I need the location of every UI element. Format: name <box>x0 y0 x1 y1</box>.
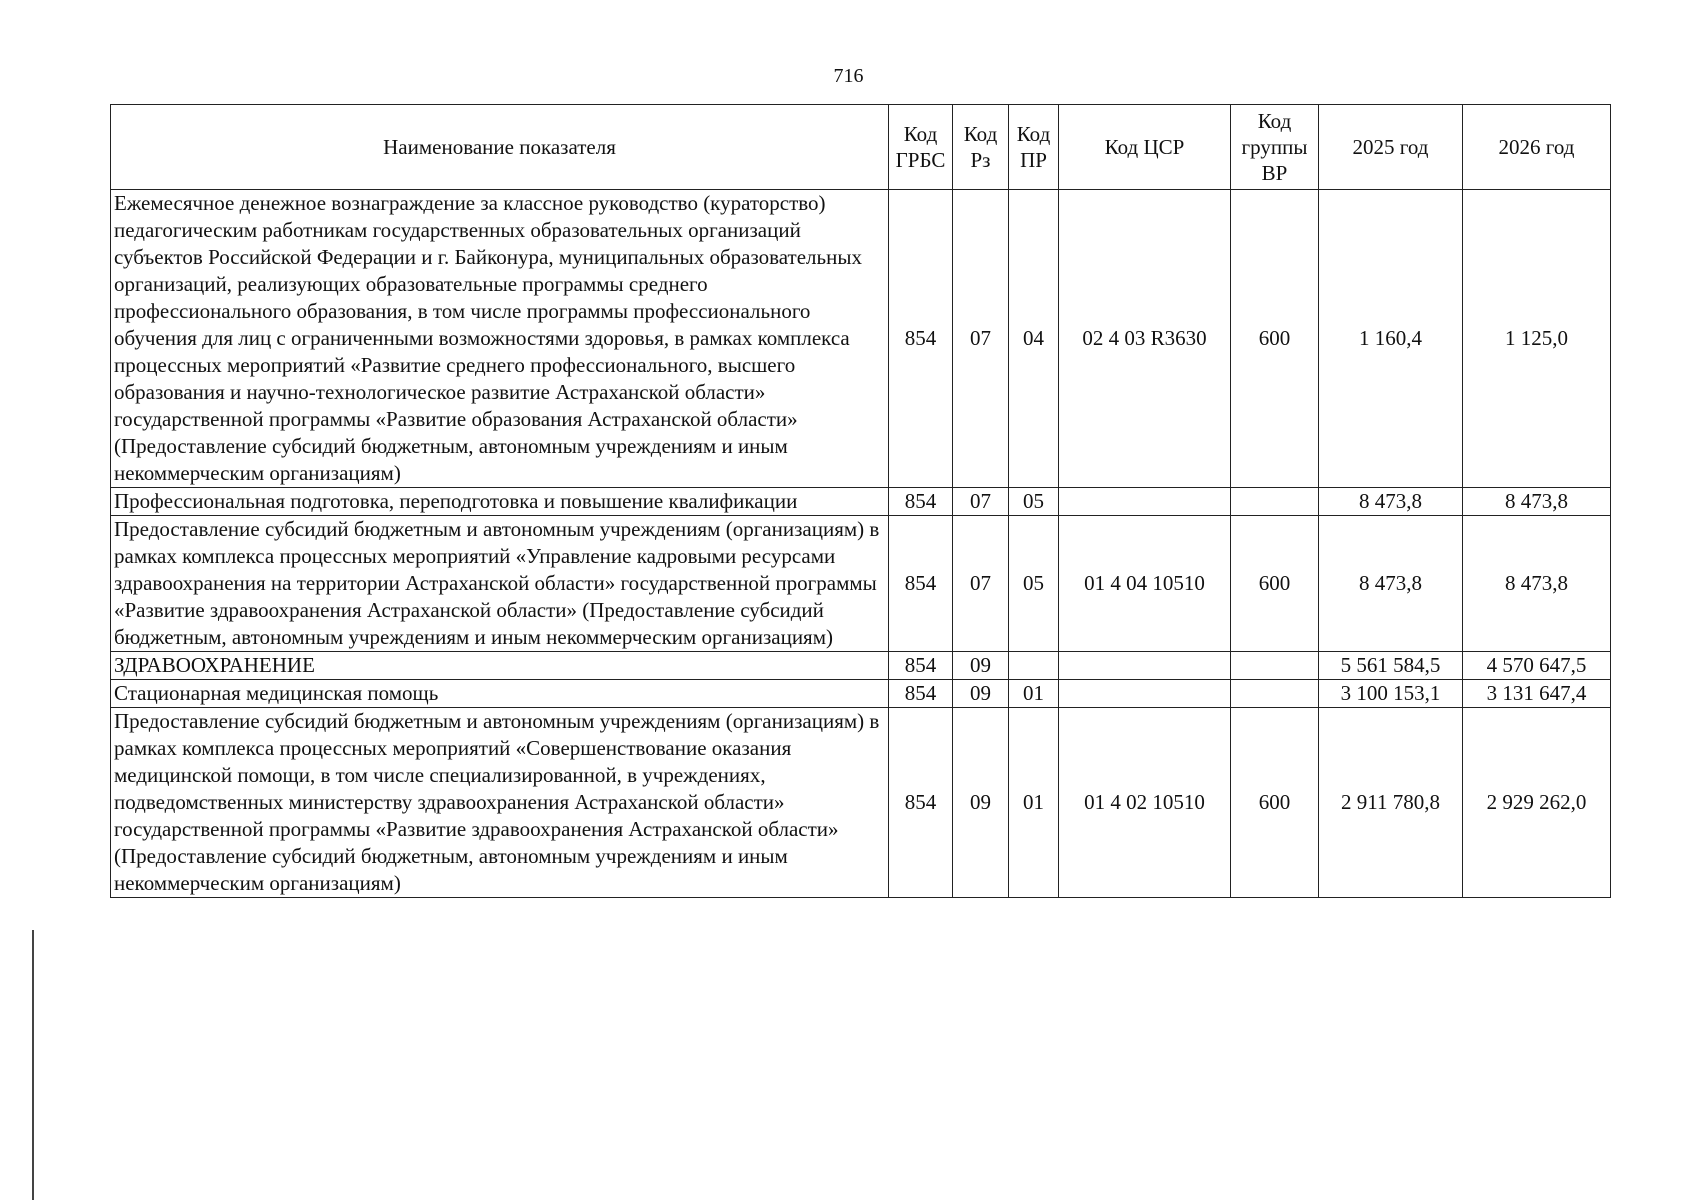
row-csr: 01 4 04 10510 <box>1059 516 1231 652</box>
table-row <box>111 708 1611 898</box>
page-number: 716 <box>833 65 864 87</box>
row-name: Стационарная медицинская помощь <box>111 680 889 708</box>
row-pr <box>1009 652 1059 680</box>
row-2026: 2 929 262,0 <box>1463 708 1611 898</box>
row-csr: 01 4 02 10510 <box>1059 708 1231 898</box>
table-row <box>111 488 1611 516</box>
row-2025: 2 911 780,8 <box>1319 708 1463 898</box>
scan-margin-line <box>32 930 34 1200</box>
row-vr: 600 <box>1231 190 1319 488</box>
row-vr: 600 <box>1231 708 1319 898</box>
row-csr <box>1059 652 1231 680</box>
row-2026: 4 570 647,5 <box>1463 652 1611 680</box>
row-name: Профессиональная подготовка, переподготовка и повышение квалификации <box>111 488 889 516</box>
row-2025: 8 473,8 <box>1319 516 1463 652</box>
header-pr: Код ПР <box>1009 105 1059 190</box>
row-rz: 07 <box>953 488 1009 516</box>
header-grbs: Код ГРБС <box>889 105 953 190</box>
row-rz: 07 <box>953 190 1009 488</box>
row-vr: 600 <box>1231 516 1319 652</box>
header-csr: Код ЦСР <box>1059 105 1231 190</box>
budget-table <box>110 104 1611 898</box>
table-row <box>111 516 1611 652</box>
row-csr <box>1059 488 1231 516</box>
row-grbs: 854 <box>889 708 953 898</box>
row-2025: 3 100 153,1 <box>1319 680 1463 708</box>
row-2026: 8 473,8 <box>1463 516 1611 652</box>
row-rz: 09 <box>953 680 1009 708</box>
row-grbs: 854 <box>889 516 953 652</box>
row-2026: 1 125,0 <box>1463 190 1611 488</box>
row-pr: 05 <box>1009 516 1059 652</box>
table-row <box>111 652 1611 680</box>
row-rz: 09 <box>953 708 1009 898</box>
header-rz: Код Рз <box>953 105 1009 190</box>
table-row <box>111 680 1611 708</box>
row-name: Предоставление субсидий бюджетным и автономным учреждениям (организациям) в рамках комплекса процессных мероприятий «Управление кадровыми ресурсами здравоохранения на территории Астраханской области» государственной программы «Развитие здравоохранения Астраханской области» (Предоставление субсидий бюджетным, автономным учреждениям и иным некоммерческим организациям) <box>111 516 889 652</box>
table-row <box>111 190 1611 488</box>
header-vr: Код группы ВР <box>1231 105 1319 190</box>
header-2026: 2026 год <box>1463 105 1611 190</box>
row-pr: 05 <box>1009 488 1059 516</box>
row-grbs: 854 <box>889 488 953 516</box>
row-name: ЗДРАВООХРАНЕНИЕ <box>111 652 889 680</box>
row-vr <box>1231 652 1319 680</box>
row-csr: 02 4 03 R3630 <box>1059 190 1231 488</box>
row-2026: 8 473,8 <box>1463 488 1611 516</box>
row-name: Предоставление субсидий бюджетным и автономным учреждениям (организациям) в рамках комплекса процессных мероприятий «Совершенствование оказания медицинской помощи, в том числе специализированной, в учреждениях, подведомственных министерству здравоохранения Астраханской области» государственной программы «Развитие здравоохранения Астраханской области» (Предоставление субсидий бюджетным, автономным учреждениям и иным некоммерческим организациям) <box>111 708 889 898</box>
row-2026: 3 131 647,4 <box>1463 680 1611 708</box>
row-rz: 07 <box>953 516 1009 652</box>
header-2025: 2025 год <box>1319 105 1463 190</box>
header-name: Наименование показателя <box>111 105 889 190</box>
row-2025: 8 473,8 <box>1319 488 1463 516</box>
row-name: Ежемесячное денежное вознаграждение за классное руководство (кураторство) педагогическим работникам государственных образовательных организаций субъектов Российской Федерации и г. Байконура, муниципальных образовательных организаций, реализующих образовательные программы среднего профессионального образования, в том числе программы профессионального обучения для лиц с ограниченными возможностями здоровья, в рамках комплекса процессных мероприятий «Развитие среднего профессионального, высшего образования и научно-технологическое развитие Астраханской области» государственной программы «Развитие образования Астраханской области» (Предоставление субсидий бюджетным, автономным учреждениям и иным некоммерческим организациям) <box>111 190 889 488</box>
row-csr <box>1059 680 1231 708</box>
row-vr <box>1231 680 1319 708</box>
row-pr: 01 <box>1009 680 1059 708</box>
row-rz: 09 <box>953 652 1009 680</box>
row-pr: 04 <box>1009 190 1059 488</box>
row-grbs: 854 <box>889 652 953 680</box>
row-2025: 5 561 584,5 <box>1319 652 1463 680</box>
row-grbs: 854 <box>889 680 953 708</box>
row-2025: 1 160,4 <box>1319 190 1463 488</box>
table-header-row <box>111 105 1611 190</box>
row-grbs: 854 <box>889 190 953 488</box>
row-pr: 01 <box>1009 708 1059 898</box>
row-vr <box>1231 488 1319 516</box>
